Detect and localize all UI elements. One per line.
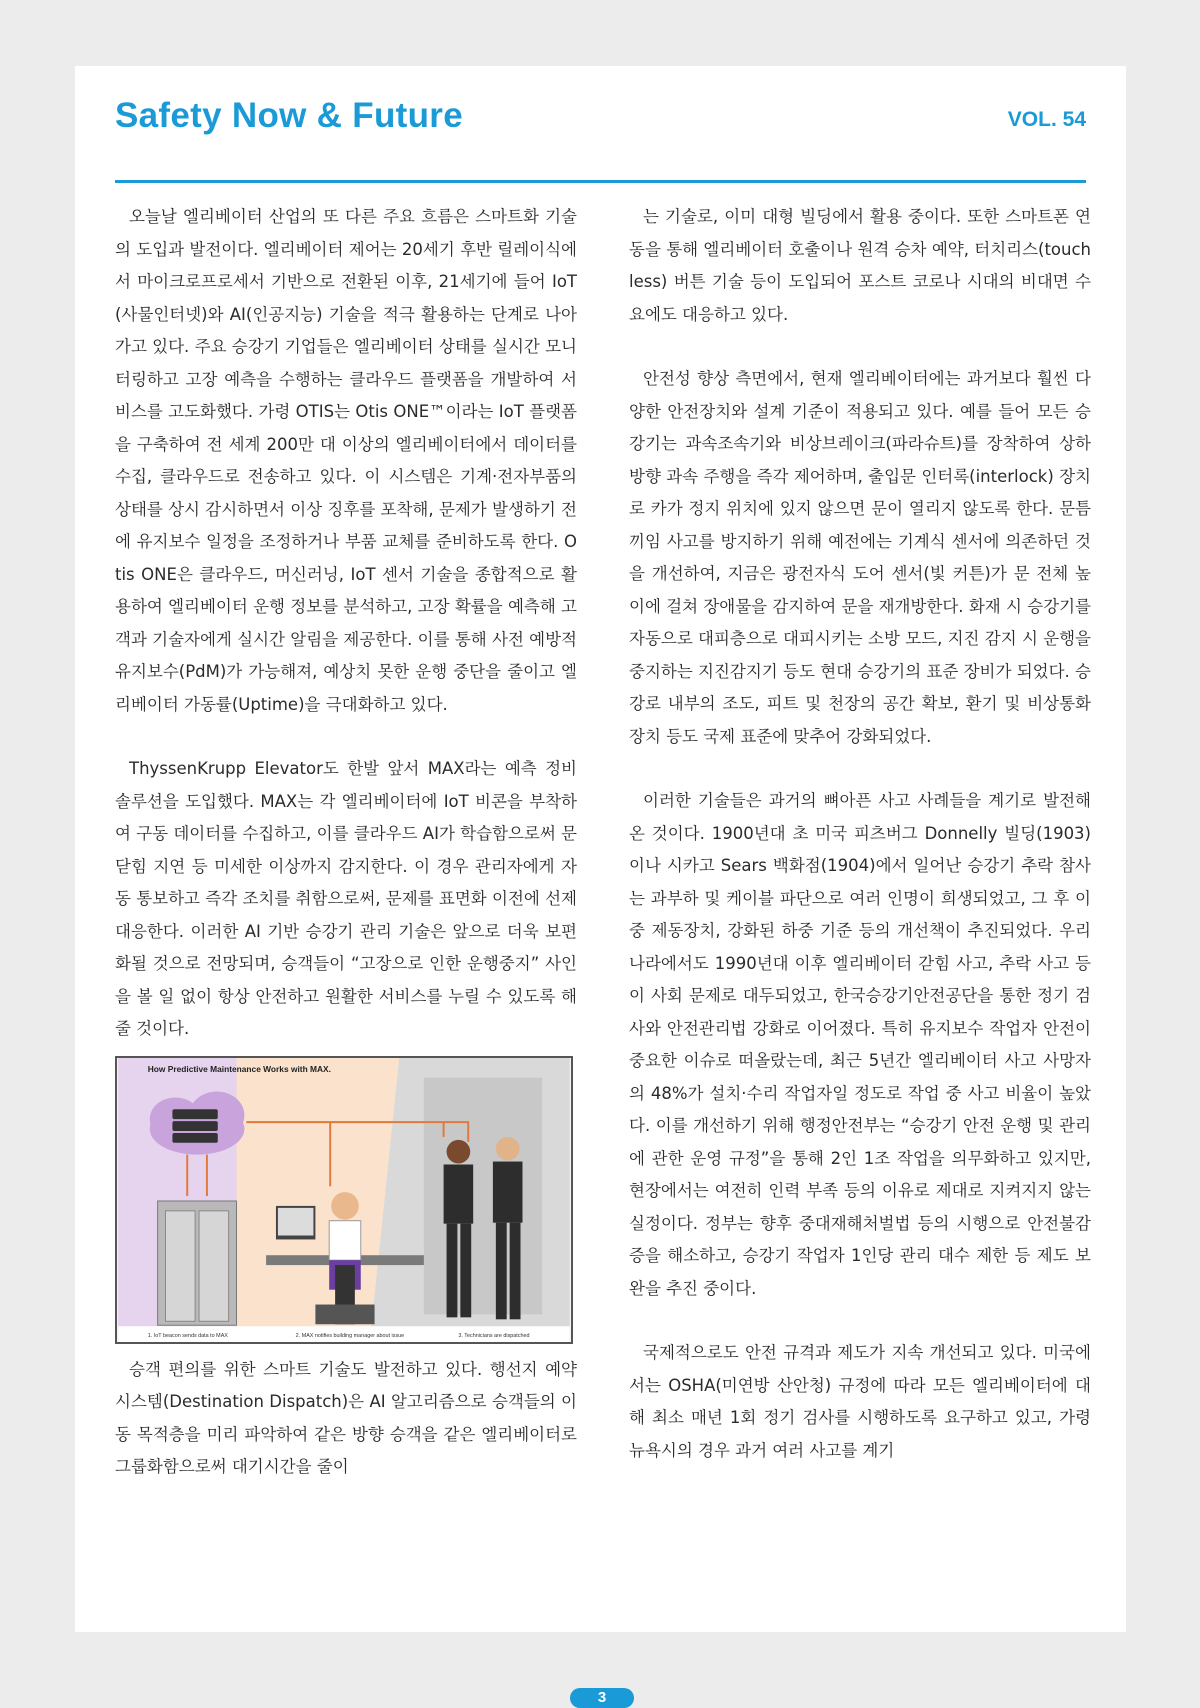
paragraph: 는 기술로, 이미 대형 빌딩에서 활용 중이다. 또한 스마트폰 연동을 통해 엘리베이터 호출이나 원격 승차 예약, 터치리스(touchless) 버튼 기술 등이 도입되어 포스트 코로나 시대의 비대면 수요에도 대응하고 있다. (629, 207, 1091, 324)
paragraph: 안전성 향상 측면에서, 현재 엘리베이터에는 과거보다 훨씬 다양한 안전장치와 설계 기준이 적용되고 있다. 예를 들어 모든 승강기는 과속조속기와 비상브레이크(파라슈트)를 장착하여 상하 방향 과속 주행을 즉각 제어하며, 출입문 인터록(interlock) 장치로 카가 정지 위치에 있지 않으면 문이 열리지 않도록 한다. 문틈 끼임 사고를 방지하기 위해 예전에는 기계식 센서에 의존하던 것을 개선하여, 지금은 광전자식 도어 센서(빛 커튼)가 문 전체 높이에 걸쳐 장애물을 감지하여 문을 재개방한다. 화재 시 승강기를 자동으로 대피층으로 대피시키는 소방 모드, 지진 감지 시 운행을 중지하는 지진감지기 등도 현대 승강기의 표준 장비가 되었다. 승강로 내부의 조도, 피트 및 천장의 공간 확보, 환기 및 비상통화 장치 등도 국제 표준에 맞추어 강화되었다. (629, 369, 1091, 746)
elevator-icon (158, 1200, 237, 1324)
paragraph: 이러한 기술들은 과거의 뼈아픈 사고 사례들을 계기로 발전해온 것이다. 1900년대 초 미국 피츠버그 Donnelly 빌딩(1903)이나 시카고 Sears 백화점(1904)에서 일어난 승강기 추락 참사는 과부하 및 케이블 파단으로 여러 인명이 희생되었고, 그 후 이중 제동장치, 강화된 하중 기준 등의 개선책이 추진되었다. 우리나라에서도 1990년대 이후 엘리베이터 갇힘 사고, 추락 사고 등이 사회 문제로 대두되었고, 한국승강기안전공단을 통한 정기 검사와 안전관리법 강화로 이어졌다. 특히 유지보수 작업자 안전이 중요한 이슈로 떠올랐는데, 최근 5년간 엘리베이터 사고 사망자의 48%가 설치·수리 작업자일 정도로 작업 중 사고 비율이 높았다. 이를 개선하기 위해 행정안전부는 “승강기 안전 운행 및 관리에 관한 운영 규정”을 통해 2인 1조 작업을 의무화하고 있지만, 현장에서는 여전히 인력 부족 등의 이유로 제대로 지켜지지 않는 실정이다. 정부는 향후 중대재해처벌법 등의 시행으로 안전불감증을 해소하고, 승강기 작업자 1인당 관리 대수 제한 등 제도 보완을 추진 중이다. (629, 791, 1091, 1298)
header-rule (115, 180, 1086, 183)
right-column (629, 201, 1091, 1499)
figure-caption: 2. MAX notifies building manager about issue (295, 1332, 405, 1339)
max-infographic (115, 1056, 573, 1344)
masthead (115, 94, 1086, 144)
figure-caption: 3. Technicians are dispatched (458, 1332, 530, 1339)
paragraph: 오늘날 엘리베이터 산업의 또 다른 주요 흐름은 스마트화 기술의 도입과 발전이다. 엘리베이터 제어는 20세기 후반 릴레이식에서 마이크로프로세서 기반으로 전환된 이후, 21세기에 들어 IoT(사물인터넷)와 AI(인공지능) 기술을 적극 활용하는 단계로 나아가고 있다. 주요 승강기 기업들은 엘리베이터 상태를 실시간 모니터링하고 고장 예측을 수행하는 클라우드 플랫폼을 개발하여 서비스를 고도화했다. 가령 OTIS는 Otis ONE™이라는 IoT 플랫폼을 구축하여 전 세계 200만 대 이상의 엘리베이터에서 데이터를 수집, 클라우드로 전송하고 있다. 이 시스템은 기계·전자부품의 상태를 상시 감시하면서 이상 징후를 포착해, 문제가 발생하기 전에 유지보수 일정을 조정하거나 부품 교체를 준비하도록 한다. Otis ONE은 클라우드, 머신러닝, IoT 센서 기술을 종합적으로 활용하여 엘리베이터 운행 정보를 분석하고, 고장 확률을 예측해 고객과 기술자에게 실시간 알림을 제공한다. 이를 통해 사전 예방적 유지보수(PdM)가 가능해져, 예상치 못한 운행 중단을 줄이고 엘리베이터 가동률(Uptime)을 극대화하고 있다. (115, 207, 577, 714)
page-sheet (75, 66, 1126, 1632)
volume-label: VOL. 54 (1007, 108, 1086, 131)
paragraph: ThyssenKrupp Elevator도 한발 앞서 MAX라는 예측 정비 솔루션을 도입했다. MAX는 각 엘리베이터에 IoT 비콘을 부착하여 구동 데이터를 수집하고, 이를 클라우드 AI가 학습함으로써 문 닫힘 지연 등 미세한 이상까지 감지한다. 이 경우 관리자에게 자동 통보하고 즉각 조치를 취함으로써, 문제를 표면화 이전에 선제 대응한다. 이러한 AI 기반 승강기 관리 기술은 앞으로 더욱 보편화될 것으로 전망되며, 승객들이 “고장으로 인한 운행중지” 사인을 볼 일 없이 항상 안전하고 원활한 서비스를 누릴 수 있도록 해줄 것이다. (115, 759, 577, 1038)
figure-caption: 1. IoT beacon sends data to MAX (147, 1332, 228, 1339)
page-number-badge: 3 (570, 1688, 634, 1708)
paragraph: 승객 편의를 위한 스마트 기술도 발전하고 있다. 행선지 예약 시스템(Destination Dispatch)은 AI 알고리즘으로 승객들의 이동 목적층을 미리 파악하여 같은 방향 승객을 같은 엘리베이터로 그룹화함으로써 대기시간을 줄이 (115, 1359, 577, 1476)
paragraph: 국제적으로도 안전 규격과 제도가 지속 개선되고 있다. 미국에서는 OSHA(미연방 산안청) 규정에 따라 모든 엘리베이터에 대해 최소 매년 1회 정기 검사를 시행하도록 요구하고 있고, 가령 뉴욕시의 경우 과거 여러 사고를 계기 (629, 1343, 1091, 1460)
figure-title: How Predictive Maintenance Works with MAX. (147, 1063, 331, 1074)
left-column (115, 201, 577, 1516)
magazine-title: Safety Now & Future (115, 96, 463, 135)
cloud-icon (150, 1091, 245, 1154)
